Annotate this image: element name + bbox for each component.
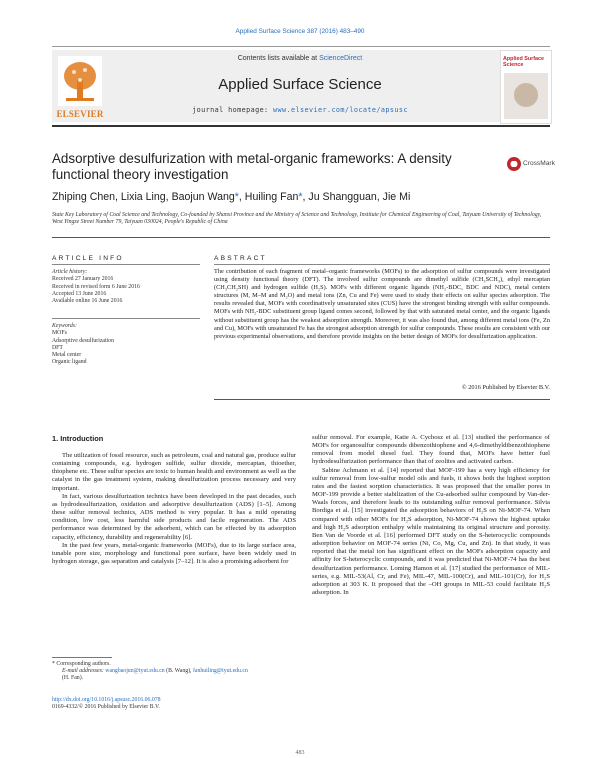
author-name[interactable]: Zhiping Chen xyxy=(52,191,116,203)
introduction-heading: 1. Introduction xyxy=(52,434,104,443)
article-info-heading: ARTICLE INFO xyxy=(52,255,124,262)
page-number: 483 xyxy=(295,750,305,756)
corresponding-author-marker[interactable]: * xyxy=(298,191,303,203)
email-note xyxy=(52,668,296,682)
author-name[interactable]: Lixia Ling xyxy=(120,191,166,203)
paragraph: sulfur removal. For example, Katie A. Cychosz et al. [13] studied the performance of MOFs for organosulfur compounds dibenzothiophene and 4,6-dimethyldibenzothiophene removal from model diesel fuel. They found that, MOFs have better fuel hydrodesulfurization performance than that of zeolites and activated carbon. xyxy=(312,434,550,466)
homepage-link[interactable]: www.elsevier.com/locate/apsusc xyxy=(273,106,408,114)
paragraph: The utilization of fossil resource, such as petroleum, coal and natural gas, produce sulfur containing compounds, e.g. hydrogen sulfide, sulfur dioxide, mercaptan, thioether, thiophene etc. These sulfur species are toxic to human health and environment as well as the catalyst in the gas treatment system, making desulfurization process necessary and very important. xyxy=(52,452,297,492)
author-name[interactable]: Jie Mi xyxy=(382,191,411,203)
intro-column-left xyxy=(52,452,296,566)
keyword: MOFs xyxy=(52,330,67,337)
footnote-rule xyxy=(52,657,112,658)
footnotes xyxy=(52,661,296,683)
keywords-label: Keywords: xyxy=(52,323,77,329)
affiliation: State Key Laboratory of Coal Science and Technology, Co-founded by Shanxi Province and the Ministry of Science and Technology, Institute for Chemical Engineering of Coal, Taiyuan University of Technology, West Yingze Street Number 79, Taiyuan 030024, People's Republic of China xyxy=(52,212,542,226)
paragraph: In fact, various desulfurization technics have been developed in the past decades, such as hydrodesulfurization, oxidation and adsorptive desulfurization (ADS) [1–5]. Among these sulfur removal technics, ADS method is very popular. It has a mild operating condition, low cost, less harmful side products and facile regeneration. The ADS performance was determined by the adsorbent, which can be effected by its adsorption capacity, efficiency, durability and regenerability [6]. xyxy=(52,492,296,541)
abstract-copyright: © 2016 Published by Elsevier B.V. xyxy=(461,384,550,391)
elsevier-wordmark: ELSEVIER xyxy=(56,109,104,119)
paragraph: Sabine Achmann et al. [14] reported that MOF-199 has a very high efficiency for sulfur removal from low-sulfur model oils and fuels, it shows both the highest sorption rates and the fastest sorption characteristics. It was proposed that the smaller pores in MOF-199 provide a better stabilization of the Cu-adsorbed sulfur compound by Van-der-Waals forces, and therefore leads to its outstanding sulfur removal performance. Silvia Bordiga et al. [15] investigated the adsorption behaviors of H₂S on Ni-MOF-74. When compared with other MOFs for H₂S adsorption, Ni-MOF-74 shows the highest uptake and high H₂S adsorption enthalpy while maintaining its original structure and porosity. Ben Van de Voorde et al. [16] performed DFT study on the S-heterocyclic compounds adsorption behavior on MOF-74 series (Ni, Co, Mg, Cu, and Zn). In that study, it was reported that the metal ion has significant effect on the MOFs adsorption capacity and affinity for S-heterocyclic compounds, and it was predicted that Ni-MOF-74 has the best desulfurization performance. Loming Hamon et al. [17] studied the performance of MIL-series, e.g. MIL-53(Al, Cr, and Fe), MIL-47, MIL-100(Cr), and MIL-101(Cr), for H₂S adsorption at 303 K. It proposed that the –OH groups in MIL-53 could facilitate H₂S adsorption. In xyxy=(312,466,550,596)
corresponding-author-marker[interactable]: * xyxy=(234,191,239,203)
keywords-rule xyxy=(52,318,200,319)
header-top-rule xyxy=(52,46,550,47)
email-2-owner: (H. Fan). xyxy=(62,675,84,682)
history-item: Available online 16 June 2016 xyxy=(52,298,123,305)
email-1-owner: (B. Wang), xyxy=(164,668,193,675)
email-link-1[interactable]: wangbaojun@tyut.edu.cn xyxy=(105,668,165,675)
cover-title: Applied Surface Science xyxy=(503,56,545,68)
journal-citation[interactable]: Applied Surface Science 387 (2016) 483–490 xyxy=(235,28,365,35)
abstract-rule xyxy=(214,264,550,265)
doi-block xyxy=(52,697,296,712)
issn-copyright: 0169-4332/© 2016 Published by Elsevier B.V. xyxy=(52,704,160,711)
article-history xyxy=(52,269,200,305)
keyword: Organic ligand xyxy=(52,359,87,366)
author-list: Zhiping Chen, Lixia Ling, Baojun Wang*, Huiling Fan*, Ju Shangguan, Jie Mi xyxy=(52,191,411,203)
abstract-bottom-rule xyxy=(214,399,550,400)
email-link-2[interactable]: fanhuiling@tyut.edu.cn xyxy=(192,668,248,675)
abstract-text: The contribution of each fragment of metal–organic frameworks (MOFs) to the adsorption of sulfur compounds were investigated using density functional theory (DFT). The involved sulfur compounds are dimethyl sulfide (CH₃SCH₃), ethyl mercaptan (CH₃CH₂SH) and hydrogen sulfide (H₂S). MOFs with different organic ligands (NH₂-BDC, BDC and NDC), metal centers structures (M, M–M and M₂O) and metal ions (Zn, Cu and Fe) were used to study their effects on sulfur species adsorption. The results revealed that, MOFs with coordinatively unsaturated sites (CUS) have the strongest binding strength with sulfur compounds. MOFs with NH₂-BDC substituent group ligand comes second, followed by that with saturated metal center, and the organic ligands without substituent group has the weakest adsorption strength. Moreover, it was also found that, among different metal ions (Fe, Zn and Cu), MOFs with unsaturated Fe has the strongest adsorption strength for sulfur compounds. These results are consistent with our previous experimental observations, and therefore provide insights on the better design of MOFs for desulfurization application. xyxy=(214,268,550,340)
keyword: Metal center xyxy=(52,352,82,359)
history-item: Received 27 January 2016 xyxy=(52,276,114,283)
section-divider xyxy=(52,237,550,238)
article-title: Adsorptive desulfurization with metal-organic frameworks: A density functional theory investigation xyxy=(52,151,452,182)
intro-column-right xyxy=(312,434,550,597)
author-name[interactable]: Baojun Wang xyxy=(171,191,235,203)
header-bottom-rule xyxy=(52,125,550,127)
keyword: DFT xyxy=(52,344,63,351)
crossmark-badge[interactable] xyxy=(506,156,555,172)
history-list xyxy=(52,276,200,305)
keywords-block xyxy=(52,323,200,367)
homepage-prefix: journal homepage: xyxy=(192,106,274,114)
keywords-list xyxy=(52,330,200,366)
email-label: E-mail addresses: xyxy=(62,668,106,675)
author-name[interactable]: Ju Shangguan xyxy=(308,191,377,203)
paragraph: In the past few years, metal-organic frameworks (MOFs), due to its large surface area, tunable pore size, morphology and functional pore surface, have been widely used in hydrogen storage, gas separation and catalysis [7–12]. It is also a promising adsorbent for xyxy=(52,541,296,566)
abstract-heading: ABSTRACT xyxy=(214,255,267,262)
history-item: Received in revised form 6 June 2016 xyxy=(52,283,140,290)
journal-title: Applied Surface Science xyxy=(218,76,382,93)
keyword: Adsorptive desulfurization xyxy=(52,337,114,344)
contents-prefix: Contents lists available at xyxy=(237,55,320,62)
article-info-rule xyxy=(52,264,200,265)
sciencedirect-link[interactable]: ScienceDirect xyxy=(319,55,363,62)
corresponding-note: * Corresponding authors. xyxy=(52,661,111,667)
doi-link[interactable]: http://dx.doi.org/10.1016/j.apsusc.2016.06.078 xyxy=(52,697,161,703)
history-label: Article history: xyxy=(52,269,88,275)
author-name[interactable]: Huiling Fan xyxy=(244,191,299,203)
history-item: Accepted 13 June 2016 xyxy=(52,290,107,297)
crossmark-label: CrossMark xyxy=(523,160,555,167)
